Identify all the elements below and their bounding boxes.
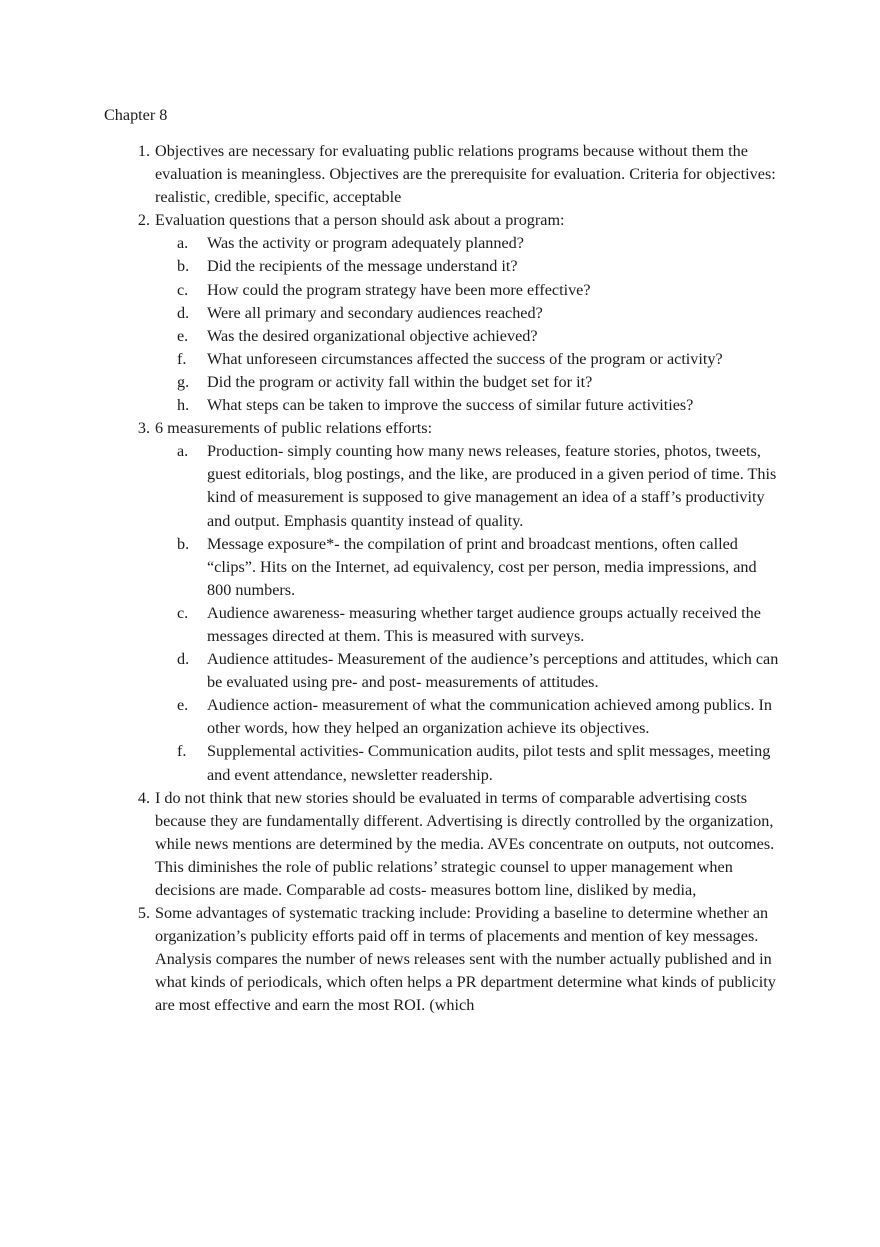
sublist-item-text: Was the desired organizational objective achieved?: [207, 326, 538, 345]
sublist-item: [155, 440, 780, 532]
sublist-item: [155, 325, 780, 348]
sublist-item-letter: d.: [177, 303, 190, 322]
lettered-sublist: [155, 232, 780, 417]
sublist-item-text: Audience attitudes- Measurement of the audience’s perceptions and attitudes, which can be evaluated using pre- and post- measurements of attitudes.: [207, 650, 779, 692]
sublist-item-letter: f.: [177, 349, 187, 368]
sublist-item-text: What steps can be taken to improve the success of similar future activities?: [207, 396, 694, 415]
sublist-item: [155, 602, 780, 648]
sublist-item: [155, 232, 780, 255]
list-item-text: Some advantages of systematic tracking include: Providing a baseline to determine whether an organization’s publicity efforts paid off in terms of placements and mention of key messages. Analysis compares the number of news releases sent with the number actually published and in what kinds of periodicals, which often helps a PR department determine what kinds of publicity are most effective and earn the most ROI. (which: [155, 904, 776, 1015]
list-item-number: 5.: [137, 904, 150, 923]
sublist-item: [155, 394, 780, 417]
list-item-number: 4.: [137, 788, 150, 807]
sublist-item-text: How could the program strategy have been more effective?: [207, 280, 591, 299]
sublist-item-text: Audience action- measurement of what the communication achieved among publics. In other words, how they helped an organization achieve its objectives.: [207, 696, 773, 738]
list-item: [137, 902, 780, 1017]
sublist-item-letter: e.: [177, 696, 189, 715]
sublist-item: [155, 348, 780, 371]
sublist-item-text: Did the recipients of the message understand it?: [207, 257, 518, 276]
sublist-item-letter: b.: [177, 257, 190, 276]
sublist-item-letter: d.: [177, 650, 190, 669]
sublist-item-letter: e.: [177, 326, 189, 345]
sublist-item: [155, 279, 780, 302]
sublist-item-text: What unforeseen circumstances affected the success of the program or activity?: [207, 349, 723, 368]
sublist-item-text: Audience awareness- measuring whether target audience groups actually received the messages directed at them. This is measured with surveys.: [207, 603, 761, 645]
list-item-number: 3.: [137, 419, 150, 438]
sublist-item-letter: a.: [177, 442, 189, 461]
list-item-text: Evaluation questions that a person should ask about a program:: [155, 211, 565, 230]
page-title: Chapter 8: [104, 106, 168, 124]
sublist-item-text: Production- simply counting how many news releases, feature stories, photos, tweets, guest editorials, blog postings, and the like, are produced in a given period of time. This kind of measurement is supposed to give management an idea of a staff’s productivity and output. Emphasis quantity instead of quality.: [207, 442, 777, 530]
sublist-item-text: Did the program or activity fall within the budget set for it?: [207, 372, 593, 391]
list-item: [137, 417, 780, 787]
lettered-sublist: [155, 440, 780, 786]
list-item-text: 6 measurements of public relations efforts:: [155, 419, 433, 438]
sublist-item: [155, 371, 780, 394]
sublist-item: [155, 302, 780, 325]
sublist-item-letter: a.: [177, 234, 189, 253]
sublist-item-letter: c.: [177, 603, 189, 622]
sublist-item-letter: b.: [177, 534, 190, 553]
sublist-item-letter: f.: [177, 742, 187, 761]
sublist-item: [155, 694, 780, 740]
sublist-item-letter: g.: [177, 372, 190, 391]
sublist-item-letter: c.: [177, 280, 189, 299]
list-item-text: I do not think that new stories should be evaluated in terms of comparable advertising costs because they are fundamentally different. Advertising is directly controlled by the organization, while news mentions are determined by the media. AVEs concentrate on outputs, not outcomes. This diminishes the role of public relations’ strategic counsel to upper management when decisions are made. Comparable ad costs- measures bottom line, disliked by media,: [155, 788, 775, 899]
list-item: [137, 209, 780, 417]
list-item-number: 2.: [137, 211, 150, 230]
list-item: [137, 787, 780, 902]
sublist-item: [155, 533, 780, 602]
sublist-item-letter: h.: [177, 396, 190, 415]
sublist-item: [155, 255, 780, 278]
sublist-item-text: Message exposure*- the compilation of print and broadcast mentions, often called “clips”. Hits on the Internet, ad equivalency, cost per person, media impressions, and 800 numbers.: [207, 534, 757, 599]
sublist-item: [155, 740, 780, 786]
sublist-item: [155, 648, 780, 694]
list-item: [137, 140, 780, 209]
list-item-number: 1.: [137, 142, 150, 160]
numbered-list: [137, 140, 780, 1018]
list-item-text: Objectives are necessary for evaluating public relations programs because without them the evaluation is meaningless. Objectives are the prerequisite for evaluation. Criteria for objectives: realistic, credible, specific, acceptable: [155, 142, 776, 207]
sublist-item-text: Was the activity or program adequately planned?: [207, 234, 524, 253]
sublist-item-text: Were all primary and secondary audiences reached?: [207, 303, 543, 322]
sublist-item-text: Supplemental activities- Communication audits, pilot tests and split messages, meeting and event attendance, newsletter readership.: [207, 742, 771, 784]
